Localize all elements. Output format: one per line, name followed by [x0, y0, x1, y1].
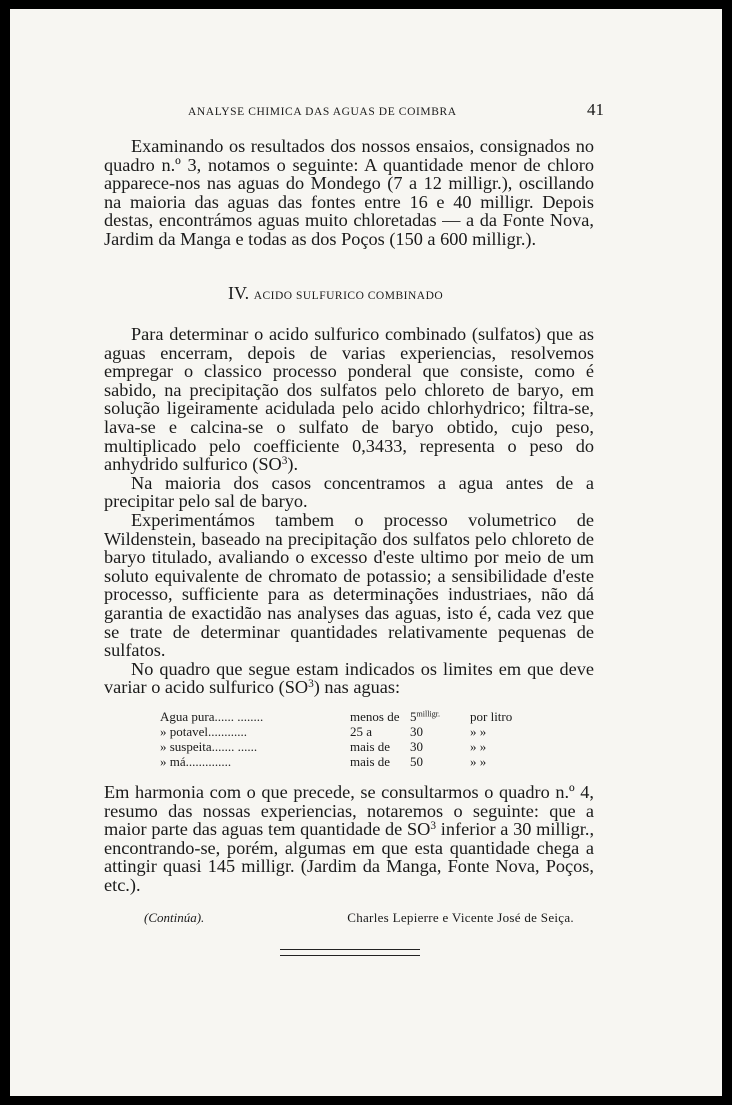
running-title: ANALYSE CHIMICA DAS AGUAS DE COIMBRA: [188, 106, 457, 118]
row-range: 25 a: [350, 724, 373, 739]
row-unit: » »: [470, 724, 487, 739]
intro-paragraph: Examinando os resultados dos nossos ensaios, consignados no quadro n.º 3, notamos o seguinte: A quantidade menor de chloro apparece-nos nas aguas do Mondego (7 a 12 milligr.), oscillando na maioria das aguas das fontes entre 16 e 40 milligr. Depois destas, encontrámos aguas muito chloretadas — a da Fonte Nova, Jardim da Manga e todas as dos Poços (150 a 600 milligr.).: [104, 136, 594, 249]
paragraph-concentration: Na maioria dos casos concentramos a agua antes de a precipitar pelo sal de baryo.: [104, 472, 594, 512]
conclusion-block: [104, 783, 594, 895]
paragraph-limits-intro: [104, 660, 594, 697]
section-numeral: IV.: [228, 283, 250, 303]
row-value-number: 5: [410, 709, 417, 724]
intro-paragraph-block: [104, 137, 594, 249]
paragraph-method-text: Para determinar o acido sulfurico combinado (sulfatos) que as aguas encerram, depois de varias experiencias, resolvemos empregar o classico processo ponderal que consiste, como é sabido, na precipitação dos sulfatos pelo chloreto de baryo, em solução ligeiramente acidulada pelo acido chlorhydrico; filtra-se, lava-se e calcina-se o sulfato de baryo obtido, cujo peso, multiplicado pelo coefficiente 0,3433, representa o peso do anhydrido sulfurico (SO: [104, 324, 594, 475]
row-range: menos de: [350, 709, 400, 724]
row-value-number: 30: [410, 724, 423, 739]
paragraph-method: [104, 325, 594, 474]
authors: Charles Lepierre e Vicente José de Seiça.: [347, 910, 574, 925]
row-value: [410, 709, 470, 724]
paragraph-method-end: ).: [287, 454, 299, 475]
continua-note: (Continúa).: [144, 910, 205, 925]
section-body: [104, 325, 594, 697]
conclusion-text: Em harmonia com o que precede, se consultarmos o quadro n.º 4, resumo das nossas experiencias, notaremos o seguinte: que a maior parte das aguas tem quantidade de SO: [104, 782, 594, 840]
limits-table: [160, 709, 512, 769]
superscript: 3: [308, 678, 314, 691]
double-rule-divider: [280, 949, 420, 956]
book-page: [10, 9, 722, 1096]
paragraph-limits-text: No quadro que segue estam indicados os limites em que deve variar o acido sulfurico (SO: [104, 658, 594, 698]
table-row: [160, 709, 512, 724]
row-range: mais de: [350, 754, 391, 769]
table-row: [160, 754, 512, 769]
row-label: » má..............: [160, 754, 232, 769]
row-label: » potavel............: [160, 724, 248, 739]
row-value-number: 50: [410, 754, 423, 769]
row-label: » suspeita....... ......: [160, 739, 258, 754]
paragraph-limits-end: ) nas aguas:: [313, 677, 401, 698]
paragraph-volumetric: Experimentámos tambem o processo volumetrico de Wildenstein, baseado na precipitação dos sulfatos pelo chloreto de baryo titulado, avaliando o excesso d'este ultimo por meio de um soluto equivalente de chromato de potassio; a sensibilidade d'este processo, sufficiente para as determinações industriaes, não dá garantia de exactidão nas analyses das aguas, isto é, cada vez que se trate de determinar quantidades relativamente pequenas de sulfatos.: [104, 509, 594, 661]
row-value-number: 30: [410, 739, 423, 754]
superscript: 3: [281, 454, 288, 467]
section-title: ACIDO SULFURICO COMBINADO: [253, 290, 444, 302]
table-row: [160, 724, 512, 739]
page-header: [188, 100, 604, 120]
row-unit: » »: [470, 754, 487, 769]
table-row: [160, 739, 512, 754]
row-value: [410, 754, 470, 769]
row-unit: » »: [470, 739, 487, 754]
row-value: [410, 739, 470, 754]
superscript: 3: [430, 819, 437, 832]
row-value: [410, 724, 470, 739]
row-value-unit: milligr.: [416, 709, 440, 719]
signature-line: [144, 910, 574, 926]
page-number: 41: [587, 100, 604, 119]
row-range: mais de: [350, 739, 391, 754]
row-unit: por litro: [470, 709, 513, 724]
row-label: Agua pura...... ........: [160, 709, 264, 724]
conclusion-end: inferior a 30 milligr., encontrando-se, porém, algumas em que esta quantidade chega a attingir quasi 145 milligr. (Jardim da Manga, Fonte Nova, Poços, etc.).: [104, 819, 595, 895]
conclusion-paragraph: [104, 783, 594, 895]
section-heading: [228, 283, 443, 304]
